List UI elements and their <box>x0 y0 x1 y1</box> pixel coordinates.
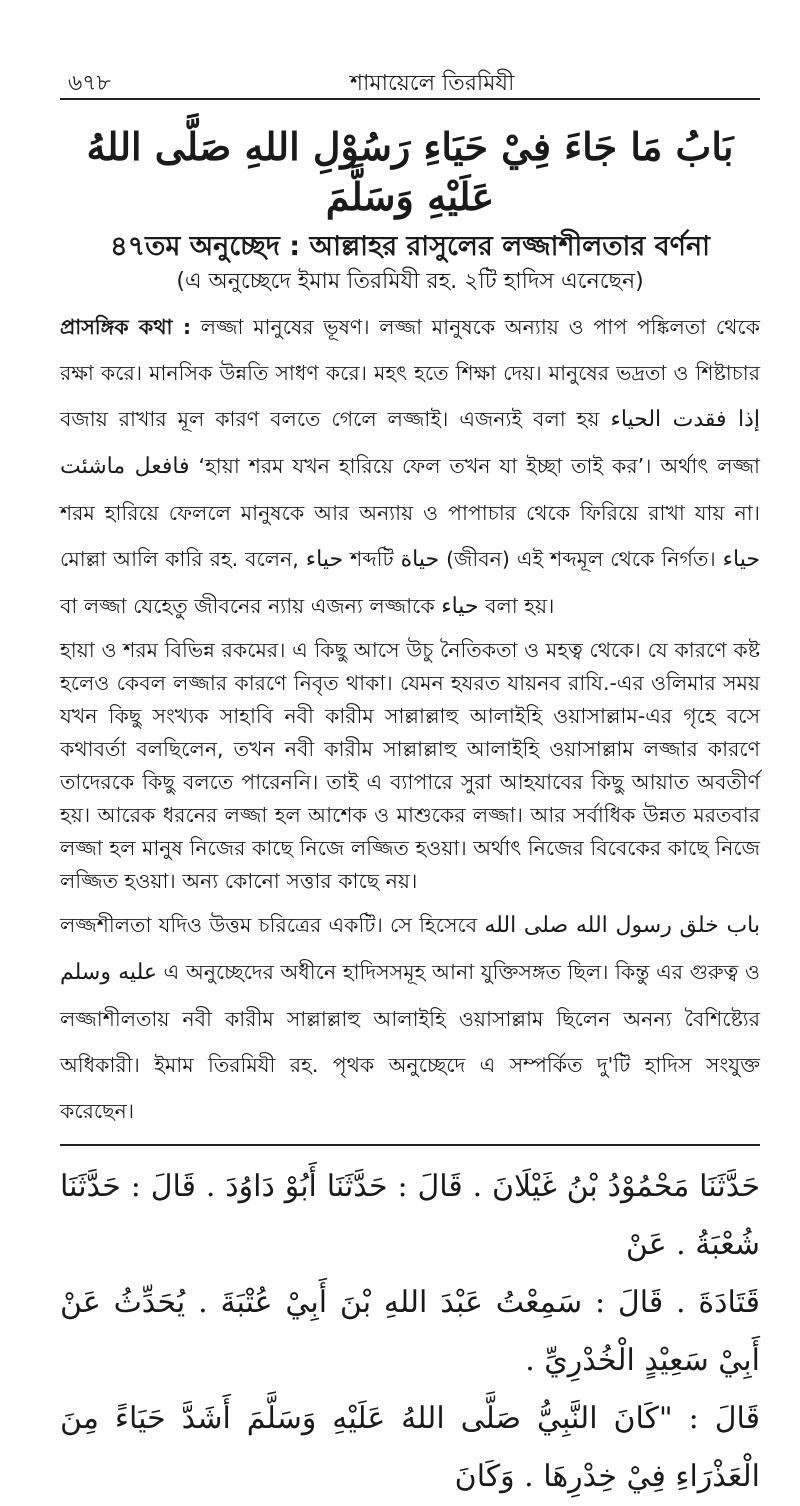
hadith-line: قَالَ : "كَانَ النَّبِيُّ صَلَّى اللهُ عَلَيْهِ وَسَلَّمَ أَشَدَّ حَيَاءً مِنَ الْعَذْرَاءِ فِيْ خِدْرِهَا . وَكَانَ <box>60 1401 760 1494</box>
intro-text-1: লজ্জা মানুষের ভূষণ। লজ্জা মানুষকে অন্যায় ও পাপ পঙ্কিলতা থেকে রক্ষা করে। মানসিক উন্নতি সাধণ করে। মহৎ হতে শিক্ষা দেয়। মানুষের ভদ্রতা ও শিষ্টাচার বজায় রাখার মূল কারণ বলতে গেলে লজ্জাই। এজন্যই বলা হয় <box>60 315 760 431</box>
intro-text-2: ‘হায়া শরম যখন হারিয়ে ফেল তখন যা ইচ্ছা তাই কর’। অর্থাৎ লজ্জা শরম হারিয়ে ফেললে মানুষকে আর অন্যায় ও পাপাচার থেকে ফিরিয়ে রাখা যায় না। মোল্লা আলি কারি রহ. বলেন, <box>60 454 760 571</box>
page-header <box>60 58 760 100</box>
chapter-subheading: (এ অনুচ্ছেদে ইমাম তিরমিযী রহ. ২টি হাদিস এনেছেন) <box>176 269 644 294</box>
intro-text-3: শব্দটি <box>350 547 394 571</box>
intro-text-6: বলা হয়। <box>485 594 555 618</box>
hadith-line: حَدَّثَنَا مَحْمُوْدُ بْنُ غَيْلَانَ . قَالَ : حَدَّثَنَا أَبُوْ دَاوُدَ . قَالَ : حَدَّثَنَا شُعْبَةُ . عَنْ <box>60 1169 760 1262</box>
page-number: ৬৭৮ <box>68 71 111 96</box>
intro-arabic-word-1: حياء <box>305 547 344 572</box>
intro-arabic-word-4: حياء <box>441 594 479 619</box>
section-divider <box>60 1144 760 1146</box>
reason-text-2: এ অনুচ্ছেদের অধীনে হাদিসসমূহ আনা যুক্তিসঙ্গত ছিল। কিন্তু এর গুরুত্ব ও লজ্জাশীলতায় নবী কারীম সাল্লাল্লাহু আলাইহি ওয়াসাল্লাম ছিলেন অনন্য বৈশিষ্ট্যের অধিকারী। ইমাম তিরমিযী রহ. পৃথক অনুচ্ছেদে এ সম্পর্কিত দু'টি হাদিস সংযুক্ত করেছেন। <box>60 960 760 1123</box>
reason-text-1: লজ্জশীলতা যদিও উত্তম চরিত্রের একটি। সে হিসেবে <box>60 913 478 937</box>
intro-label: প্রাসঙ্গিক কথা : <box>60 315 192 339</box>
book-page <box>60 58 760 1506</box>
chapter-reason-paragraph <box>60 902 760 1134</box>
chapter-arabic-title: بَابُ مَا جَاءَ فِيْ حَيَاءِ رَسُوْلِ اللهِ صَلَّى اللهُ عَلَيْهِ وَسَلَّمَ <box>86 124 734 219</box>
haya-types-paragraph: হায়া ও শরম বিভিন্ন রকমের। এ কিছু আসে উচু নৈতিকতা ও মহত্ব থেকে। যে কারণে কষ্ট হলেও কেবল লজ্জার কারণে নিবৃত থাকা। যেমন হযরত যায়নব রাযি.-এর ওলিমার সময় যখন কিছু সংখ্যক সাহাবি নবী কারীম সাল্লাল্লাহু আলাইহি ওয়াসাল্লাম-এর গৃহে বসে কথাবর্তা বলছিলেন, তখন নবী কারীম সাল্লাল্লাহু আলাইহি ওয়াসাল্লাম লজ্জার কারণে তাদেরকে কিছু বলতে পারেননি। তাই এ ব্যাপারে সুরা আহযাবের কিছু আয়াত অবতীর্ণ হয়। আরেক ধরনের লজ্জা হল আশেক ও মাশুকের লজ্জা। আর সর্বাধিক উন্নত মরতবার লজ্জা হল মানুষ নিজের কাছে নিজে লজ্জিত হওয়া। অর্থাৎ নিজের বিবেকের কাছে নিজে লজ্জিত হওয়া। অন্য কোনো সত্তার কাছে নয়। <box>60 638 760 893</box>
intro-text-4: (জীবন) এই শব্দমূল থেকে নির্গত। <box>446 547 716 571</box>
reason-arabic-chapter: باب خلق رسول الله صلى الله عليه وسلم <box>60 913 760 985</box>
intro-arabic-word-3: حياء <box>722 547 760 572</box>
intro-arabic-quote: إذا فقدت الحياء فافعل ماشئت <box>60 407 760 479</box>
intro-text-5: বা লজ্জা যেহেতু জীবনের ন্যায় এজন্য লজ্জাকে <box>60 594 435 618</box>
hadith-arabic-text <box>60 1158 760 1506</box>
running-title: শামায়েলে তিরমিযী <box>350 71 515 96</box>
commentary-body <box>60 304 760 1134</box>
hadith-line: قَتَادَةَ . قَالَ : سَمِعْتُ عَبْدَ اللهِ بْنَ أَبِيْ عُتْبَةَ . يُحَدِّثُ عَنْ أَبِيْ سَعِيْدٍ الْخُدْرِيِّ . <box>60 1285 760 1378</box>
chapter-heading: ৪৭তম অনুচ্ছেদ : আল্লাহর রাসুলের লজ্জাশীলতার বর্ণনা <box>110 231 710 262</box>
intro-paragraph <box>60 304 760 630</box>
intro-arabic-word-2: حياة <box>400 547 440 572</box>
